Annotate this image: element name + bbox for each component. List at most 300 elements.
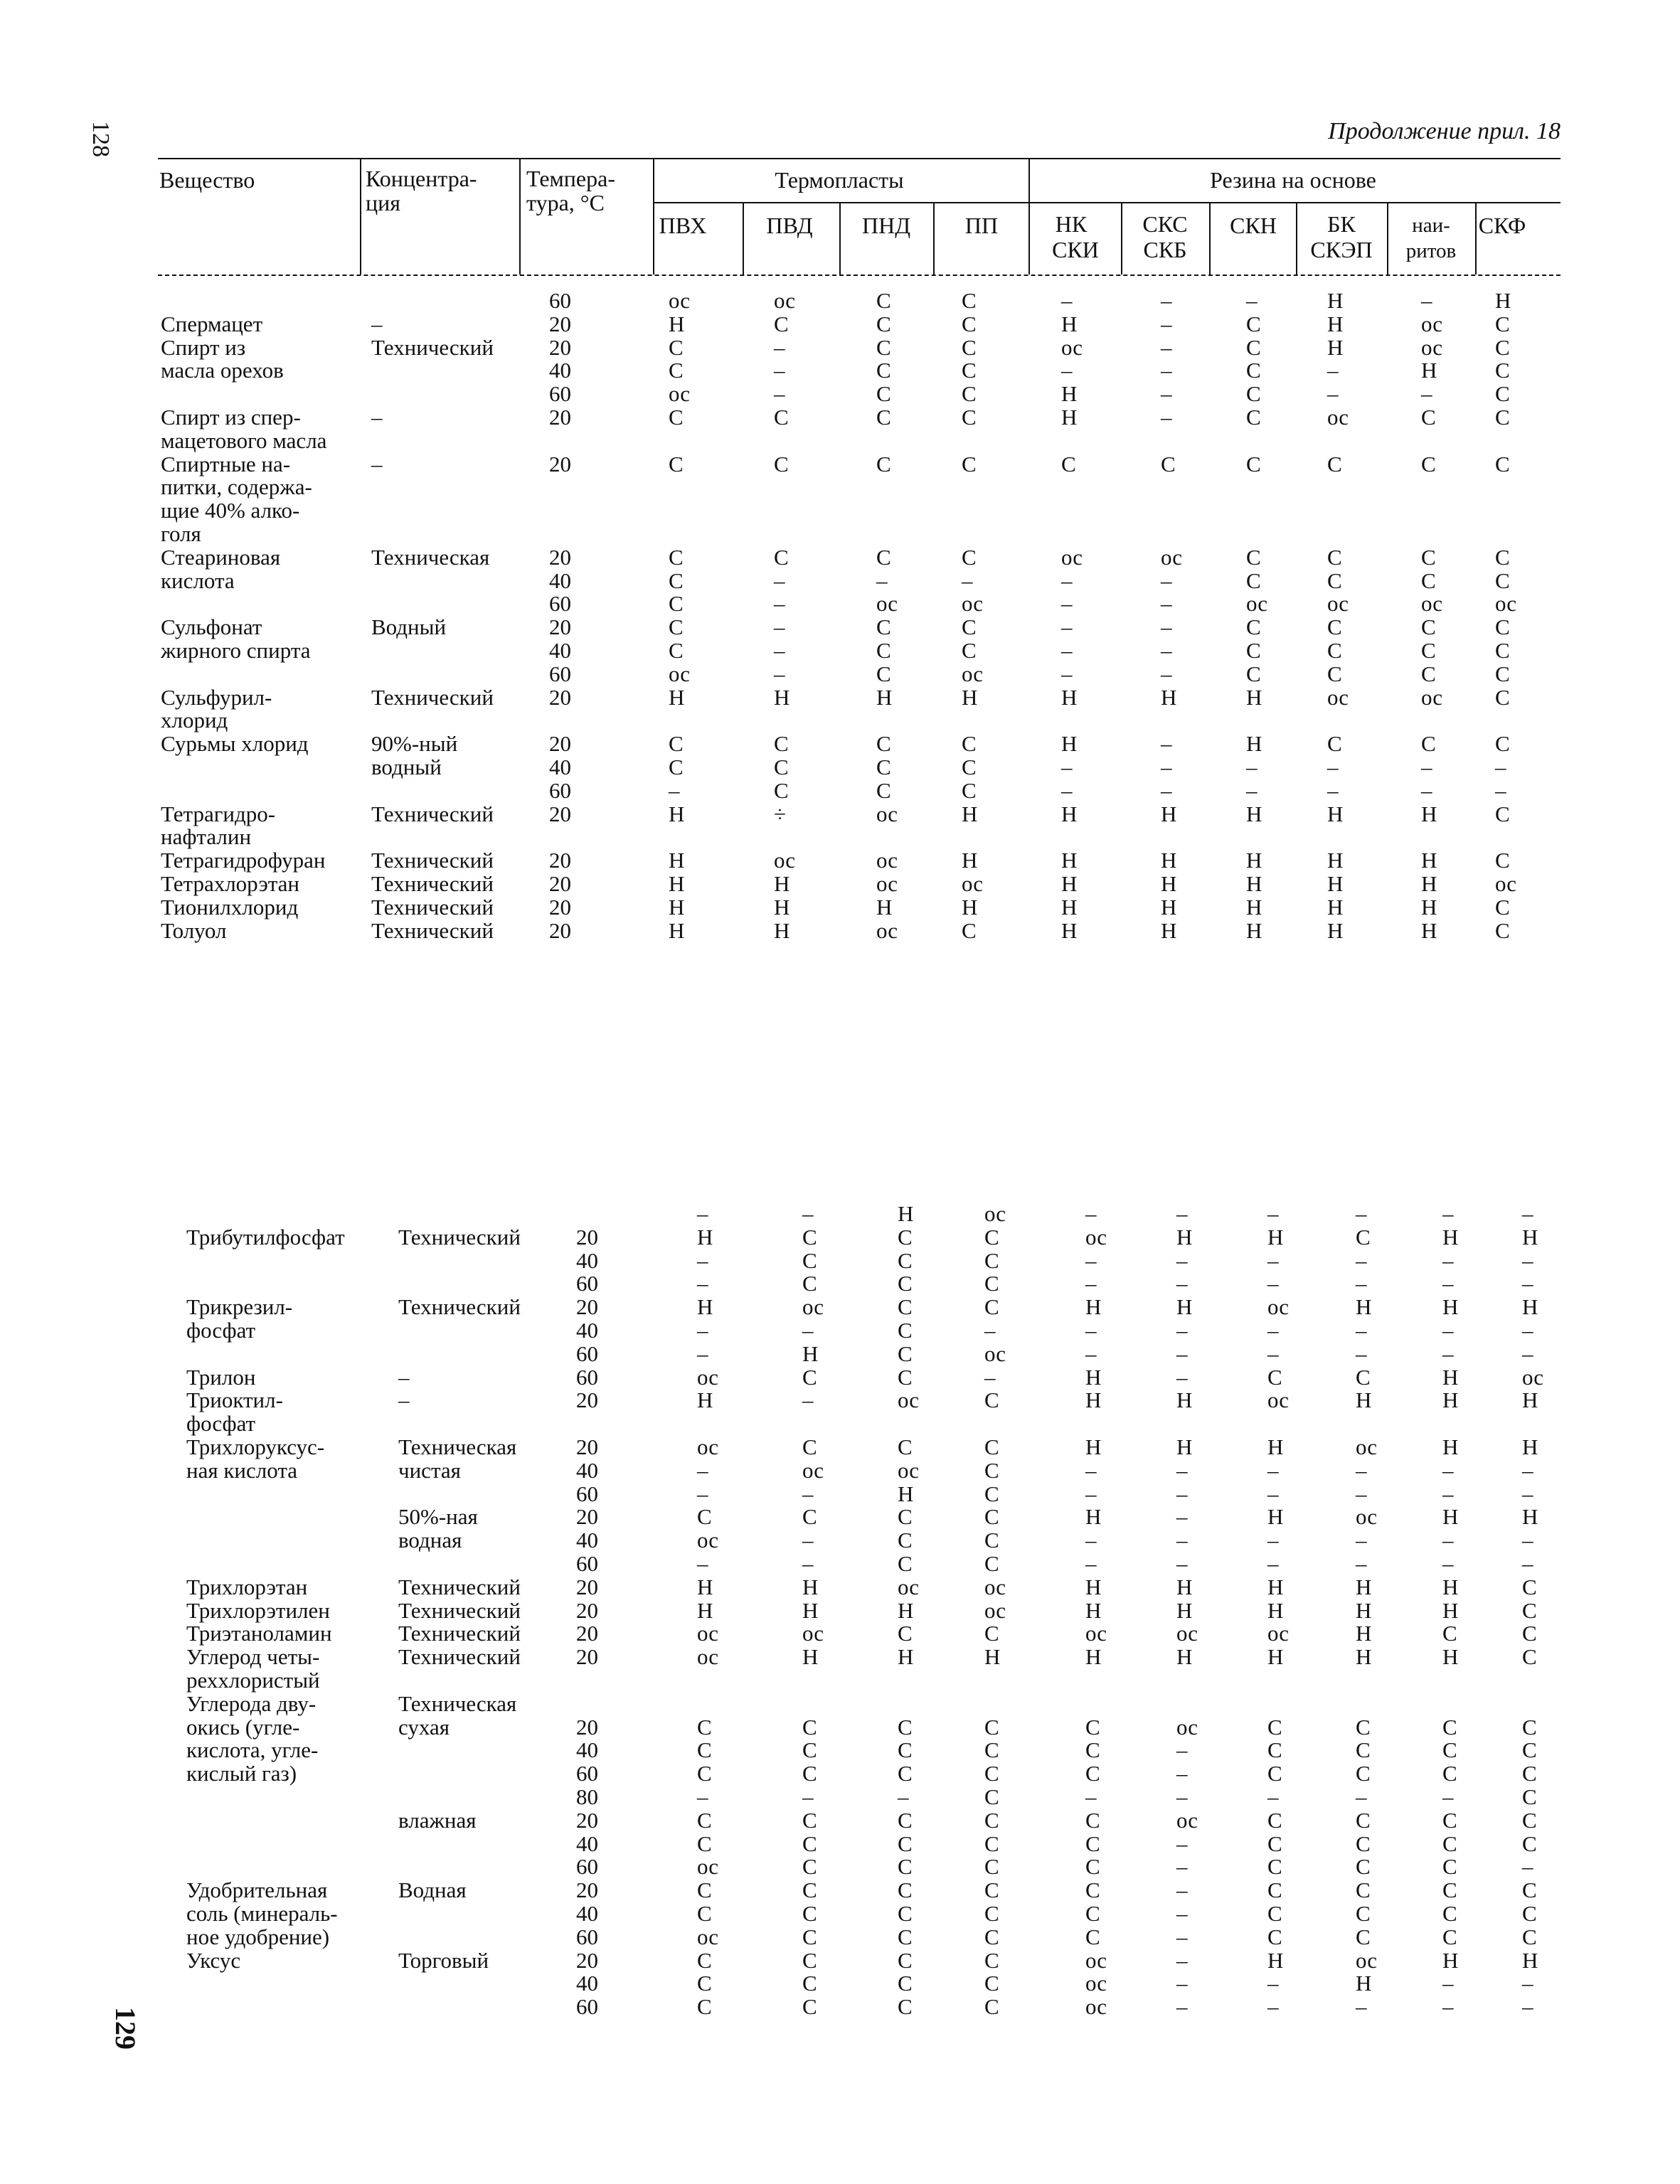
concentration-cell: 50%-ная xyxy=(398,1504,478,1530)
temperature-cell: 20 xyxy=(549,848,571,873)
value-cell: Н xyxy=(1356,1597,1372,1623)
value-cell: – xyxy=(1522,1994,1533,2020)
value-cell: – xyxy=(1442,1341,1454,1366)
value-cell: Н xyxy=(1267,1224,1284,1250)
temperature-cell: 20 xyxy=(549,334,571,360)
value-cell: С xyxy=(1495,684,1510,710)
value-cell: Н xyxy=(1176,1387,1193,1413)
value-cell: С xyxy=(1246,638,1261,663)
value-cell: – xyxy=(1176,1364,1188,1390)
substance-cell: Трихлорэтилен xyxy=(186,1597,330,1623)
header-divider xyxy=(519,158,521,275)
value-cell: – xyxy=(1161,661,1172,686)
value-cell: ос xyxy=(962,871,984,896)
value-cell: С xyxy=(1267,1761,1282,1786)
substance-cell: нафталин xyxy=(161,824,252,850)
value-cell: – xyxy=(1442,1201,1454,1226)
value-cell: С xyxy=(876,288,891,313)
value-cell: С xyxy=(984,1621,999,1646)
value-cell: С xyxy=(1495,894,1510,920)
value-cell: С xyxy=(962,917,977,943)
col-header-nairit-1: наи- xyxy=(1412,214,1450,237)
value-cell: – xyxy=(1267,1971,1279,1996)
value-cell: – xyxy=(774,358,785,383)
value-cell: С xyxy=(984,1434,999,1459)
value-cell: – xyxy=(1061,568,1073,593)
value-cell: ос xyxy=(1061,544,1083,570)
temperature-cell: 20 xyxy=(549,801,571,826)
value-cell: ос xyxy=(669,381,691,407)
value-cell: – xyxy=(962,568,973,593)
temperature-cell: 20 xyxy=(576,1714,598,1740)
value-cell: – xyxy=(1061,358,1073,383)
value-cell: С xyxy=(876,358,891,383)
value-cell: Н xyxy=(1085,1574,1102,1599)
value-cell: – xyxy=(1421,288,1432,313)
value-cell: – xyxy=(1161,731,1172,757)
value-cell: Н xyxy=(1442,1294,1459,1320)
header-divider xyxy=(1209,202,1211,275)
concentration-cell: Технический xyxy=(398,1224,521,1250)
concentration-cell: Технический xyxy=(398,1644,521,1670)
value-cell: – xyxy=(802,1784,814,1809)
value-cell: С xyxy=(774,451,789,476)
value-cell: ос xyxy=(1267,1621,1290,1646)
value-cell: ос xyxy=(1061,334,1083,360)
concentration-cell: Техническая xyxy=(371,544,490,570)
value-cell: – xyxy=(1085,1481,1097,1506)
value-cell: Н xyxy=(669,894,685,920)
value-cell: – xyxy=(1267,1201,1279,1226)
value-cell: С xyxy=(697,1901,712,1926)
substance-cell: кислый газ) xyxy=(186,1761,297,1786)
value-cell: – xyxy=(1246,288,1258,313)
value-cell: – xyxy=(984,1318,996,1343)
value-cell: С xyxy=(1495,731,1510,757)
value-cell: – xyxy=(1442,1457,1454,1483)
temperature-cell: 40 xyxy=(576,1737,598,1763)
value-cell: – xyxy=(1522,1854,1533,1880)
concentration-cell: водная xyxy=(398,1528,462,1553)
value-cell: С xyxy=(1495,801,1510,826)
value-cell: С xyxy=(1522,1901,1537,1926)
value-cell: – xyxy=(1442,1971,1454,1996)
value-cell: – xyxy=(802,1551,814,1576)
temperature-cell: 20 xyxy=(576,1877,598,1903)
value-cell: С xyxy=(962,638,977,663)
value-cell: С xyxy=(962,288,977,313)
value-cell: С xyxy=(898,1831,913,1856)
temperature-cell: 20 xyxy=(576,1387,598,1413)
value-cell: С xyxy=(1246,661,1261,686)
value-cell: ÷ xyxy=(774,801,787,826)
value-cell: – xyxy=(1267,1481,1279,1506)
concentration-cell: Технический xyxy=(398,1574,521,1599)
value-cell: С xyxy=(1246,544,1261,570)
value-cell: Н xyxy=(1176,1294,1193,1320)
value-cell: ос xyxy=(1085,1994,1107,2020)
value-cell: С xyxy=(898,1971,913,1996)
col-header-skn: СКН xyxy=(1230,213,1277,238)
value-cell: Н xyxy=(1176,1224,1193,1250)
value-cell: С xyxy=(669,731,684,757)
value-cell: ос xyxy=(1327,591,1349,617)
value-cell: – xyxy=(1356,1201,1367,1226)
value-cell: – xyxy=(1176,1877,1188,1903)
header-concentration-2: ция xyxy=(366,190,400,215)
value-cell: С xyxy=(1421,544,1436,570)
value-cell: – xyxy=(1161,311,1172,336)
value-cell: С xyxy=(1085,1831,1100,1856)
value-cell: С xyxy=(1267,1901,1282,1926)
value-cell: – xyxy=(697,1271,708,1296)
value-cell: ос xyxy=(876,848,898,873)
value-cell: – xyxy=(697,1457,708,1483)
col-header-pp: ПП xyxy=(964,213,999,238)
value-cell: – xyxy=(1161,591,1172,617)
value-cell: Н xyxy=(1246,917,1262,943)
value-cell: С xyxy=(984,1528,999,1553)
value-cell: – xyxy=(1176,1737,1188,1763)
value-cell: ос xyxy=(876,917,898,943)
value-cell: С xyxy=(1495,661,1510,686)
value-cell: С xyxy=(697,1761,712,1786)
value-cell: С xyxy=(1421,614,1436,640)
temperature-cell: 40 xyxy=(576,1247,598,1273)
temperature-cell: 60 xyxy=(549,591,571,617)
value-cell: ос xyxy=(1161,544,1183,570)
value-cell: С xyxy=(984,1294,999,1320)
value-cell: Н xyxy=(1267,1947,1284,1973)
value-cell: С xyxy=(1421,451,1436,476)
value-cell: С xyxy=(876,755,891,779)
value-cell: С xyxy=(1356,1924,1371,1949)
value-cell: Н xyxy=(669,801,685,826)
temperature-cell: 20 xyxy=(549,917,571,943)
concentration-cell: Водный xyxy=(371,614,447,640)
value-cell: С xyxy=(802,1807,817,1833)
value-cell: С xyxy=(1246,358,1261,383)
value-cell: – xyxy=(898,1784,909,1809)
substance-cell: Сульфурил- xyxy=(161,684,272,710)
value-cell: С xyxy=(984,1784,999,1809)
substance-cell: кислота, угле- xyxy=(186,1737,319,1763)
value-cell: Н xyxy=(962,894,978,920)
substance-cell: мацетового масла xyxy=(161,427,327,453)
value-cell: С xyxy=(898,1714,913,1740)
concentration-cell: Технический xyxy=(371,334,494,360)
value-cell: Н xyxy=(1522,1504,1538,1530)
value-cell: С xyxy=(1267,1364,1282,1390)
temperature-cell: 60 xyxy=(576,1364,598,1390)
value-cell: С xyxy=(1246,405,1261,430)
value-cell: С xyxy=(802,1434,817,1459)
value-cell: С xyxy=(984,1807,999,1833)
value-cell: Н xyxy=(1327,288,1344,313)
value-cell: С xyxy=(984,1224,999,1250)
value-cell: С xyxy=(898,1271,913,1296)
col-header-sks: СКС xyxy=(1142,211,1188,237)
value-cell: ос xyxy=(669,661,691,686)
value-cell: С xyxy=(876,381,891,407)
value-cell: С xyxy=(1246,568,1261,593)
value-cell: С xyxy=(1267,1854,1282,1880)
value-cell: Н xyxy=(1267,1644,1284,1670)
value-cell: С xyxy=(1442,1924,1457,1949)
substance-cell: Трихлорэтан xyxy=(186,1574,308,1599)
temperature-cell: 20 xyxy=(576,1574,598,1599)
value-cell: С xyxy=(1356,1831,1371,1856)
value-cell: – xyxy=(1356,1784,1367,1809)
value-cell: – xyxy=(1085,1341,1097,1366)
header-substance: Вещество xyxy=(159,167,255,193)
value-cell: – xyxy=(1442,1994,1454,2020)
temperature-cell: 40 xyxy=(576,1318,598,1343)
value-cell: – xyxy=(1085,1247,1097,1273)
col-header-nk: НК xyxy=(1055,211,1088,237)
value-cell: – xyxy=(1061,614,1073,640)
value-cell: – xyxy=(1176,1947,1188,1973)
value-cell: – xyxy=(802,1318,814,1343)
value-cell: С xyxy=(1495,405,1510,430)
concentration-cell: Технический xyxy=(371,801,494,826)
value-cell: – xyxy=(1085,1457,1097,1483)
value-cell: Н xyxy=(1176,1644,1193,1670)
concentration-cell: Техническая xyxy=(398,1434,517,1459)
value-cell: Н xyxy=(1442,1387,1459,1413)
col-header-nairit-2: ритов xyxy=(1405,240,1457,262)
value-cell: Н xyxy=(1161,894,1177,920)
value-cell: С xyxy=(1085,1877,1100,1903)
substance-cell: Спирт из xyxy=(161,334,246,360)
value-cell: С xyxy=(876,614,891,640)
value-cell: Н xyxy=(1176,1574,1193,1599)
value-cell: – xyxy=(1421,777,1432,803)
value-cell: С xyxy=(802,1831,817,1856)
value-cell: Н xyxy=(697,1597,713,1623)
value-cell: – xyxy=(1495,755,1506,779)
value-cell: С xyxy=(898,1994,913,2020)
value-cell: С xyxy=(898,1528,913,1553)
value-cell: – xyxy=(1267,1247,1279,1273)
value-cell: С xyxy=(1267,1737,1282,1763)
value-cell: Н xyxy=(1356,1621,1372,1646)
concentration-cell: – xyxy=(371,451,383,476)
temperature-cell: 40 xyxy=(576,1971,598,1996)
value-cell: С xyxy=(669,544,684,570)
temperature-cell: 20 xyxy=(549,451,571,476)
value-cell: – xyxy=(1161,755,1172,779)
value-cell: С xyxy=(876,334,891,360)
value-cell: Н xyxy=(1061,871,1078,896)
substance-cell: ное удобрение) xyxy=(186,1924,330,1949)
value-cell: ос xyxy=(1327,684,1349,710)
value-cell: ос xyxy=(1495,591,1517,617)
value-cell: – xyxy=(1267,1994,1279,2020)
value-cell: С xyxy=(1421,568,1436,593)
value-cell: ос xyxy=(697,1434,719,1459)
value-cell: – xyxy=(1267,1318,1279,1343)
value-cell: – xyxy=(1176,1528,1188,1553)
col-header-skf: СКФ xyxy=(1478,213,1526,238)
value-cell: С xyxy=(697,1737,712,1763)
value-cell: С xyxy=(669,334,684,360)
value-cell: С xyxy=(898,1224,913,1250)
value-cell: С xyxy=(962,777,977,803)
value-cell: – xyxy=(1176,1271,1188,1296)
value-cell: С xyxy=(697,1947,712,1973)
temperature-cell: 20 xyxy=(549,871,571,896)
value-cell: Н xyxy=(669,311,685,336)
value-cell: Н xyxy=(1522,1224,1538,1250)
value-cell: ос xyxy=(774,288,796,313)
value-cell: С xyxy=(898,1294,913,1320)
substance-cell: Трилон xyxy=(186,1364,256,1390)
value-cell: – xyxy=(1522,1971,1533,1996)
value-cell: – xyxy=(774,591,785,617)
value-cell: С xyxy=(1356,1761,1371,1786)
value-cell: С xyxy=(1246,451,1261,476)
value-cell: – xyxy=(802,1528,814,1553)
value-cell: Н xyxy=(774,917,790,943)
header-divider xyxy=(743,202,744,275)
value-cell: Н xyxy=(1161,801,1177,826)
value-cell: – xyxy=(1061,288,1073,313)
value-cell: С xyxy=(898,1504,913,1530)
value-cell: С xyxy=(669,568,684,593)
value-cell: – xyxy=(1522,1271,1533,1296)
value-cell: С xyxy=(962,311,977,336)
value-cell: – xyxy=(1267,1457,1279,1483)
value-cell: С xyxy=(1442,1807,1457,1833)
value-cell: С xyxy=(898,1947,913,1973)
value-cell: С xyxy=(1522,1737,1537,1763)
value-cell: С xyxy=(984,1551,999,1576)
value-cell: ос xyxy=(697,1621,719,1646)
value-cell: – xyxy=(1522,1551,1533,1576)
concentration-cell: – xyxy=(398,1364,410,1390)
value-cell: С xyxy=(1161,451,1176,476)
substance-cell: жирного спирта xyxy=(161,638,311,663)
substance-cell: Триэтаноламин xyxy=(186,1621,332,1646)
value-cell: С xyxy=(898,1621,913,1646)
value-cell: С xyxy=(898,1434,913,1459)
value-cell: ос xyxy=(1327,405,1349,430)
value-cell: – xyxy=(1442,1318,1454,1343)
temperature-cell: 40 xyxy=(549,568,571,593)
value-cell: С xyxy=(898,1924,913,1949)
value-cell: Н xyxy=(1061,311,1078,336)
value-cell: – xyxy=(1161,358,1172,383)
value-cell: Н xyxy=(1327,311,1344,336)
value-cell: С xyxy=(1267,1831,1282,1856)
concentration-cell: 90%-ный xyxy=(371,731,458,757)
value-cell: ос xyxy=(1356,1504,1378,1530)
value-cell: – xyxy=(1176,1761,1188,1786)
table-caption: Продолжение прил. 18 xyxy=(1328,118,1561,144)
value-cell: – xyxy=(1085,1201,1097,1226)
temperature-cell: 60 xyxy=(549,381,571,407)
value-cell: Н xyxy=(1246,684,1262,710)
value-cell: – xyxy=(1085,1318,1097,1343)
temperature-cell: 80 xyxy=(576,1784,598,1809)
concentration-cell: Технический xyxy=(398,1597,521,1623)
value-cell: С xyxy=(1442,1831,1457,1856)
value-cell: С xyxy=(1356,1877,1371,1903)
value-cell: Н xyxy=(1442,1574,1459,1599)
temperature-cell: 20 xyxy=(576,1644,598,1670)
value-cell: С xyxy=(984,1994,999,2020)
value-cell: С xyxy=(984,1924,999,1949)
value-cell: С xyxy=(1495,358,1510,383)
value-cell: Н xyxy=(774,871,790,896)
temperature-cell: 20 xyxy=(549,311,571,336)
concentration-cell: – xyxy=(371,311,383,336)
substance-cell: голя xyxy=(161,521,201,546)
value-cell: – xyxy=(802,1201,814,1226)
value-cell: С xyxy=(1442,1761,1457,1786)
value-cell: Н xyxy=(1327,334,1344,360)
value-cell: С xyxy=(802,1947,817,1973)
value-cell: – xyxy=(1356,1318,1367,1343)
value-cell: С xyxy=(984,1271,999,1296)
substance-cell: питки, содержа- xyxy=(161,474,312,500)
value-cell: С xyxy=(1442,1737,1457,1763)
value-cell: С xyxy=(898,1247,913,1273)
value-cell: – xyxy=(1176,1901,1188,1926)
value-cell: Н xyxy=(1327,848,1344,873)
value-cell: С xyxy=(962,544,977,570)
value-cell: С xyxy=(1327,638,1342,663)
concentration-cell: Технический xyxy=(371,894,494,920)
value-cell: – xyxy=(1176,1318,1188,1343)
value-cell: С xyxy=(697,1714,712,1740)
value-cell: Н xyxy=(1176,1434,1193,1459)
temperature-cell: 40 xyxy=(549,755,571,779)
header-divider xyxy=(653,158,654,275)
value-cell: Н xyxy=(1246,731,1262,757)
concentration-cell: Торговый xyxy=(398,1947,489,1973)
value-cell: Н xyxy=(1061,731,1078,757)
value-cell: С xyxy=(1356,1224,1371,1250)
value-cell: ос xyxy=(1246,591,1268,617)
value-cell: С xyxy=(1442,1901,1457,1926)
concentration-cell: – xyxy=(371,405,383,430)
value-cell: – xyxy=(1442,1551,1454,1576)
header-divider xyxy=(360,158,361,275)
header-temperature-2: тура, °С xyxy=(526,190,605,215)
value-cell: Н xyxy=(1421,917,1437,943)
value-cell: Н xyxy=(1061,801,1078,826)
value-cell: Н xyxy=(1421,871,1437,896)
temperature-cell: 60 xyxy=(549,661,571,686)
value-cell: Н xyxy=(1085,1597,1102,1623)
substance-cell: Стеариновая xyxy=(161,544,281,570)
value-cell: Н xyxy=(669,917,685,943)
value-cell: Н xyxy=(898,1201,914,1226)
value-cell: Н xyxy=(1267,1597,1284,1623)
value-cell: – xyxy=(1176,1924,1188,1949)
value-cell: Н xyxy=(1327,917,1344,943)
value-cell: Н xyxy=(1442,1644,1459,1670)
value-cell: С xyxy=(1327,614,1342,640)
value-cell: С xyxy=(1085,1714,1100,1740)
value-cell: ос xyxy=(962,661,984,686)
value-cell: Н xyxy=(1061,894,1078,920)
value-cell: – xyxy=(1061,591,1073,617)
value-cell: Н xyxy=(1356,1644,1372,1670)
value-cell: Н xyxy=(984,1644,1001,1670)
